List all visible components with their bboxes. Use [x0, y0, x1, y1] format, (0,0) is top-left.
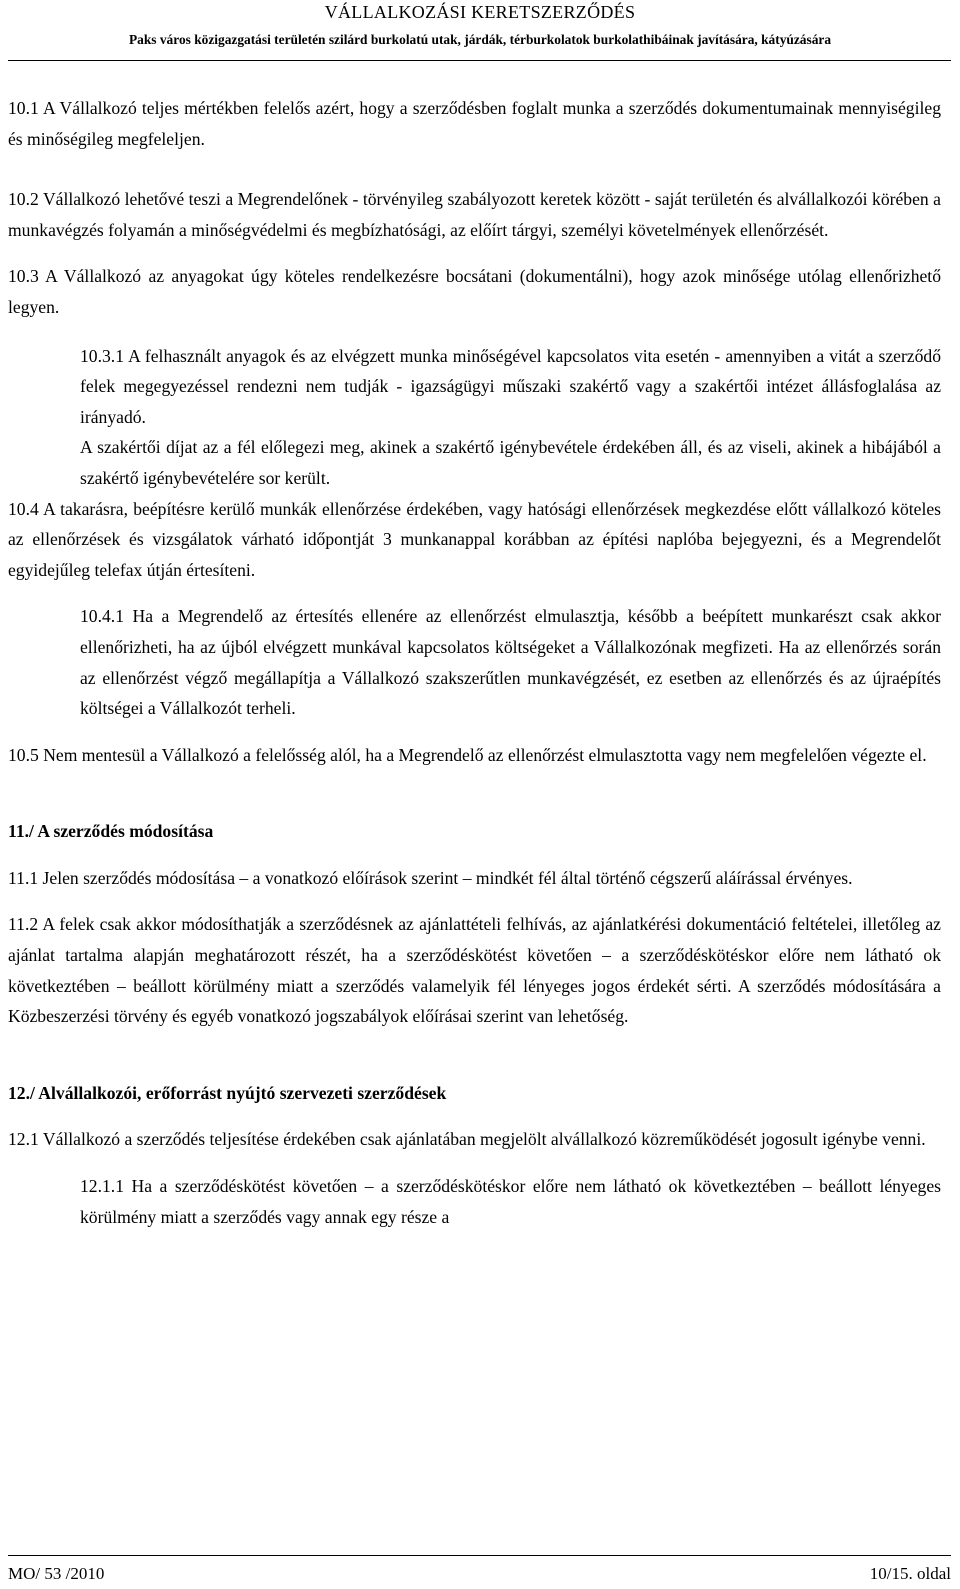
page-footer	[8, 1555, 951, 1583]
paragraph-10-3-1-cont: A szakértői díjat az a fél előlegezi meg, akinek a szakértő igénybevétele érdekében áll, és az viseli, akinek a hibájából a szakértő igénybevételére sor került.	[80, 437, 941, 488]
document-reference: MO/ 53 /2010	[8, 1564, 105, 1583]
section-12-heading: 12./ Alvállalkozói, erőforrást nyújtó szervezeti szerződések	[8, 1082, 447, 1103]
paragraph-10-4: 10.4 A takarásra, beépítésre kerülő munkák ellenőrzése érdekében, vagy hatósági ellenőrzések megkezdése előtt vállalkozó köteles az ellenőrzések és vizsgálatok várható időpontját 3 munkanappal korábban az építési naplóba bejegyezni, és a Megrendelőt egyidejűleg telefax útján értesíteni.	[8, 498, 941, 580]
document-subtitle: Paks város közigazgatási területén szilárd burkolatú utak, járdák, térburkolatok burkolathibáinak javítására, kátyúzására	[128, 32, 832, 47]
paragraph-12-1: 12.1 Vállalkozó a szerződés teljesítése érdekében csak ajánlatában megjelölt alvállalkozó közreműködését jogosult igénybe venni.	[8, 1129, 926, 1150]
paragraph-10-1: 10.1 A Vállalkozó teljes mértékben felelős azért, hogy a szerződésben foglalt munka a szerződés dokumentumainak mennyiségileg és minőségileg megfeleljen.	[8, 98, 941, 149]
paragraph-11-2: 11.2 A felek csak akkor módosíthatják a szerződésnek az ajánlattételi felhívás, az ajánlatkérési dokumentáció feltételei, illetőleg az ajánlat tartalma alapján meghatározott részét, ha a szerződéskötést követően – a szerződéskötéskor előre nem látható ok következtében – beállott körülmény miatt a szerződés valamelyik fél lényeges jogos érdekét sérti. A szerződés módosítására a Közbeszerzési törvény és egyéb vonatkozó jogszabályok előírásai szerint van lehetőség.	[8, 914, 941, 1027]
paragraph-10-2: 10.2 Vállalkozó lehetővé teszi a Megrendelőnek - törvényileg szabályozott keretek között - saját területén és alvállalkozói körében a munkavégzés folyamán a minőségvédelmi és megbízhatósági, az előírt tárgyi, személyi követelmények ellenőrzését.	[8, 189, 941, 240]
page-number: 10/15. oldal	[869, 1564, 951, 1583]
header-divider	[8, 60, 951, 61]
paragraph-10-5: 10.5 Nem mentesül a Vállalkozó a felelősség alól, ha a Megrendelő az ellenőrzést elmulasztotta vagy nem megfelelően végezte el.	[8, 744, 927, 765]
paragraph-10-3: 10.3 A Vállalkozó az anyagokat úgy köteles rendelkezésre bocsátani (dokumentálni), hogy azok minősége utólag ellenőrizhető legyen.	[8, 266, 941, 317]
paragraph-12-1-1: 12.1.1 Ha a szerződéskötést követően – a szerződéskötéskor előre nem látható ok következtében – beállott lényeges körülmény miatt a szerződés vagy annak egy része a	[80, 1176, 941, 1227]
section-11-heading: 11./ A szerződés módosítása	[8, 821, 214, 842]
document-title: VÁLLALKOZÁSI KERETSZERZŐDÉS	[324, 2, 636, 22]
document-body	[8, 93, 941, 1232]
paragraph-11-1: 11.1 Jelen szerződés módosítása – a vonatkozó előírások szerint – mindkét fél által történő cégszerű aláírással érvényes.	[8, 867, 853, 888]
paragraph-10-3-1: 10.3.1 A felhasznált anyagok és az elvégzett munka minőségével kapcsolatos vita esetén - amennyiben a vitát a szerződő felek megegyezéssel rendezni nem tudják - igazságügyi műszaki szakértő vagy a szakértői intézet állásfoglalása az irányadó.	[80, 345, 941, 427]
paragraph-10-4-1: 10.4.1 Ha a Megrendelő az értesítés ellenére az ellenőrzést elmulasztja, később a beépített munkarészt csak akkor ellenőrizheti, ha az újból elvégzett munkával kapcsolatos költségeket a Vállalkozónak megfizeti. Ha az ellenőrzés során az ellenőrzést végző megállapítja a Vállalkozó szakszerűtlen munkavégzését, ez esetben az ellenőrzés és az újraépítés költségei a Vállalkozót terheli.	[80, 606, 941, 719]
